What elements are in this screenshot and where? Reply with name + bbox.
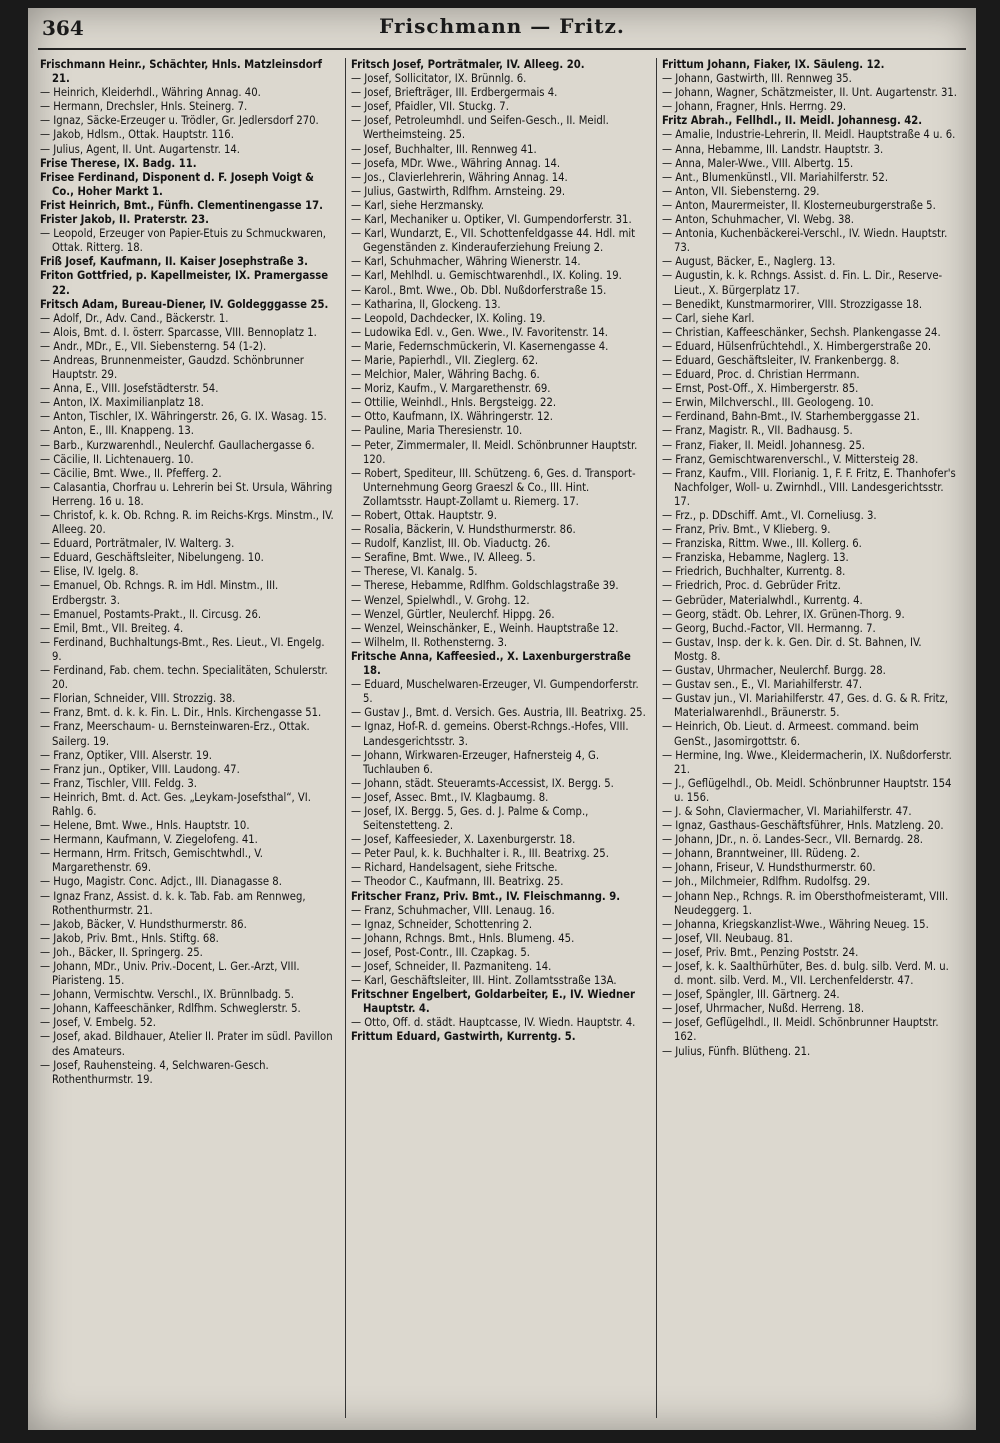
directory-entry: — Ignaz, Gasthaus-Geschäftsführer, Hnls. Matzleng. 20. (662, 819, 944, 833)
directory-entry: — Johann, Vermischtw. Verschl., IX. Brünnlbadg. 5. (40, 988, 294, 1002)
directory-entry: — Joh., Milchmeier, Rdlfhm. Rudolfsg. 29. (662, 875, 871, 889)
directory-entry: — J., Geflügelhdl., Ob. Meidl. Schönbrunner Hauptstr. 154 u. 156. (662, 776, 952, 804)
directory-entry: — Franz jun., Optiker, VIII. Laudong. 47. (40, 762, 240, 776)
directory-entry: — Anton, IX. Maximilianplatz 18. (40, 396, 204, 410)
directory-entry: — Hermann, Hrm. Fritsch, Gemischtwhdl., V. Margarethenstr. 69. (40, 847, 263, 875)
directory-entry: — Moriz, Kaufm., V. Margarethenstr. 69. (351, 382, 551, 396)
directory-entry: — Josef, Priv. Bmt., Penzing Poststr. 24. (662, 945, 859, 959)
directory-entry: — Peter, Zimmermaler, II. Meidl. Schönbrunner Hauptstr. 120. (351, 438, 638, 466)
directory-entry: — Friedrich, Proc. d. Gebrüder Fritz. (662, 579, 841, 593)
directory-entry: — Johann, JDr., n. ö. Landes-Secr., VII. Bernardg. 28. (662, 833, 923, 847)
directory-entry: — Wenzel, Weinschänker, E., Weinh. Hauptstraße 12. (351, 621, 619, 635)
directory-entry: — Franz, Meerschaum- u. Bernsteinwaren-Erz., Ottak. Sailerg. 19. (40, 720, 310, 748)
directory-entry: — Josef, akad. Bildhauer, Atelier II. Prater im südl. Pavillon des Amateurs. (40, 1030, 333, 1058)
directory-entry: — Anna, Maler-Wwe., VIII. Albertg. 15. (662, 156, 854, 170)
directory-entry: — Richard, Handelsagent, siehe Fritsche. (351, 861, 558, 875)
directory-entry-head: Frister Jakob, II. Praterstr. 23. (40, 213, 209, 227)
directory-entry: — Johann, städt. Steueramts-Accessist, IX. Bergg. 5. (351, 776, 614, 790)
directory-entry: — Franz, Priv. Bmt., V Klieberg. 9. (662, 523, 831, 537)
directory-entry: — Jakob, Bäcker, V. Hundsthurmerstr. 86. (40, 917, 247, 931)
directory-entry: — Augustin, k. k. Rchngs. Assist. d. Fin. L. Dir., Reserve-Lieut., X. Bürgerplatz 17. (662, 269, 943, 297)
directory-entry: — Otto, Kaufmann, IX. Währingerstr. 12. (351, 410, 553, 424)
directory-entry: — Therese, Hebamme, Rdlfhm. Goldschlagstraße 39. (351, 579, 619, 593)
directory-entry: — Anton, E., III. Knappeng. 13. (40, 424, 194, 438)
directory-entry: — Karl, Mehlhdl. u. Gemischtwarenhdl., IX. Koling. 19. (351, 269, 622, 283)
directory-entry: — Katharina, II, Glockeng. 13. (351, 297, 501, 311)
directory-entry: — Andreas, Brunnenmeister, Gaudzd. Schönbrunner Hauptstr. 29. (40, 353, 304, 382)
directory-entry: — Ignaz, Säcke-Erzeuger u. Trödler, Gr. Jedlersdorf 270. (40, 114, 319, 128)
directory-entry: — Johann, MDr., Univ. Priv.-Docent, L. Ger.-Arzt, VIII. Piaristeng. 15. (40, 960, 300, 988)
directory-entry: — Heinrich, Ob. Lieut. d. Armeest. command. beim GenSt., Jasomirgottstr. 6. (662, 720, 919, 748)
directory-entry: — Franziska, Rittm. Wwe., III. Kollerg. 6. (662, 537, 862, 551)
directory-entry: — Josef, Petroleumhdl. und Seifen-Gesch., II. Meidl. Wertheimsteing. 25. (351, 114, 609, 142)
directory-entry: — Julius, Agent, II. Unt. Augartenstr. 14. (40, 142, 240, 156)
directory-entry: — Anna, E., VIII. Josefstädterstr. 54. (40, 382, 219, 396)
directory-entry: — Johann, Friseur, V. Hundsthurmerstr. 60. (662, 861, 876, 875)
directory-entry: — Franz, Kaufm., VIII. Florianig. 1, F. F. Fritz, E. Thanhofer's Nachfolger, Woll- u. Zwirnhdl., VIII. Landesgerichtsstr. 17. (662, 466, 956, 508)
column-3 (662, 58, 958, 1423)
directory-entry: — Josef, Spängler, III. Gärtnerg. 24. (662, 988, 840, 1002)
directory-entry: — Hermann, Drechsler, Hnls. Steinerg. 7. (40, 100, 248, 114)
directory-entry: — Karol., Bmt. Wwe., Ob. Dbl. Nußdorferstraße 15. (351, 283, 607, 297)
directory-entry: — Josef, V. Embelg. 52. (40, 1016, 156, 1030)
directory-entry: — Josef, Schneider, II. Pazmaniteng. 14. (351, 960, 552, 973)
column-1 (40, 58, 336, 1423)
directory-entry: — August, Bäcker, E., Naglerg. 13. (662, 255, 836, 269)
directory-entry: — Gustav J., Bmt. d. Versich. Ges. Austria, III. Beatrixg. 25. (351, 706, 646, 720)
directory-entry: — Gustav sen., E., VI. Mariahilferstr. 47. (662, 678, 863, 692)
directory-entry: — Julius, Gastwirth, Rdlfhm. Arnsteing. 29. (351, 184, 566, 198)
directory-entry: — Rosalia, Bäckerin, V. Hundsthurmerstr. 86. (351, 523, 576, 537)
directory-entry-head: Fritschner Engelbert, Goldarbeiter, E., IV. Wiedner Hauptstr. 4. (351, 988, 635, 1016)
directory-entry: — Emil, Bmt., VII. Breiteg. 4. (40, 621, 184, 635)
directory-entry: — Marie, Federnschmückerin, VI. Kasernengasse 4. (351, 339, 609, 353)
directory-entry: — Rudolf, Kanzlist, III. Ob. Viaductg. 26. (351, 537, 551, 551)
directory-entry: — Benedikt, Kunstmarmorirer, VIII. Strozzigasse 18. (662, 297, 923, 311)
directory-entry: — Florian, Schneider, VIII. Strozzig. 38. (40, 692, 236, 706)
directory-entry: — Otto, Off. d. städt. Hauptcasse, IV. Wiedn. Hauptstr. 4. (351, 1016, 636, 1030)
directory-entry: — Serafine, Bmt. Wwe., IV. Alleeg. 5. (351, 551, 536, 565)
directory-entry: — Leopold, Erzeuger von Papier-Etuis zu Schmuckwaren, Ottak. Ritterg. 18. (40, 227, 326, 255)
directory-entry: — Johann Nep., Rchngs. R. im Obersthofmeisteramt, VIII. Neudeggerg. 1. (662, 889, 949, 917)
directory-entry: — Josef, Assec. Bmt., IV. Klagbaumg. 8. (351, 790, 549, 804)
directory-entry: — Anton, VII. Siebensterng. 29. (662, 184, 820, 198)
page-number: 364 (42, 16, 84, 40)
directory-entry: — Josef, Pfaidler, VII. Stuckg. 7. (351, 100, 509, 114)
directory-entry-head: Frittum Eduard, Gastwirth, Kurrentg. 5. (351, 1030, 576, 1044)
directory-entry: — Karl, Schuhmacher, Währing Wienerstr. 14. (351, 255, 581, 269)
directory-entry: — Josef, Geflügelhdl., II. Meidl. Schönbrunner Hauptstr. 162. (662, 1016, 939, 1044)
directory-entry-head: Fritsch Josef, Porträtmaler, IV. Alleeg. 20. (351, 58, 585, 71)
directory-entry: — Frz., p. DDschiff. Amt., VI. Corneliusg. 3. (662, 509, 877, 522)
directory-entry: — Josef, IX. Bergg. 5, Ges. d. J. Palme & Comp., Seitenstetteng. 2. (351, 804, 589, 833)
directory-entry: — Eduard, Proc. d. Christian Herrmann. (662, 368, 860, 382)
directory-entry: — Franz, Gemischtwarenverschl., V. Mittersteig 28. (662, 452, 919, 466)
directory-entry: — Josef, Post-Contr., III. Czapkag. 5. (351, 945, 530, 959)
directory-entry-head: Fritsche Anna, Kaffeesied., X. Laxenburgerstraße 18. (351, 649, 631, 678)
directory-entry: — Anton, Schuhmacher, VI. Webg. 38. (662, 213, 854, 227)
directory-entry: — Therese, VI. Kanalg. 5. (351, 565, 478, 579)
directory-entry: — Anton, Maurermeister, II. Klosterneuburgerstraße 5. (662, 198, 936, 212)
directory-entry: — Cäcilie, II. Lichtenauerg. 10. (40, 452, 194, 466)
directory-entry-head: Fritscher Franz, Priv. Bmt., IV. Fleischmanng. 9. (351, 889, 621, 903)
directory-entry: — Karl, Geschäftsleiter, III. Hint. Zollamtsstraße 13A. (351, 974, 617, 988)
directory-entry-head: Frise Therese, IX. Badg. 11. (40, 156, 197, 170)
directory-entry: — Theodor C., Kaufmann, III. Beatrixg. 25. (351, 875, 564, 889)
directory-entry: — Ferdinand, Bahn-Bmt., IV. Starhemberggasse 21. (662, 410, 920, 424)
directory-entry: — Hugo, Magistr. Conc. Adjct., III. Dianagasse 8. (40, 875, 282, 889)
directory-entry: — Ignaz, Schneider, Schottenring 2. (351, 917, 533, 931)
directory-entry: — Friedrich, Buchhalter, Kurrentg. 8. (662, 565, 846, 579)
directory-entry: — Josefa, MDr. Wwe., Währing Annag. 14. (351, 156, 561, 170)
directory-entry: — Josef, Briefträger, III. Erdbergermais 4. (351, 86, 558, 100)
directory-entry: — Johann, Wirkwaren-Erzeuger, Hafnersteig 4, G. Tuchlauben 6. (351, 748, 600, 776)
directory-entry: — Ernst, Post-Off., X. Himbergerstr. 85. (662, 382, 859, 396)
directory-entry: — Christian, Kaffeeschänker, Sechsh. Plankengasse 24. (662, 325, 941, 339)
directory-entry: — Johann, Fragner, Hnls. Herrng. 29. (662, 100, 847, 114)
directory-entry: — Cäcilie, Bmt. Wwe., II. Pfefferg. 2. (40, 466, 222, 480)
header-rule (38, 48, 966, 50)
directory-entry: — Peter Paul, k. k. Buchhalter i. R., III. Beatrixg. 25. (351, 847, 609, 861)
directory-entry: — Georg, städt. Ob. Lehrer, IX. Grünen-Thorg. 9. (662, 607, 905, 621)
directory-entry-head: Frischmann Heinr., Schächter, Hnls. Matzleinsdorf 21. (40, 58, 322, 86)
directory-entry: — Wenzel, Spielwhdl., V. Grohg. 12. (351, 593, 530, 607)
directory-entry-head: Fritsch Adam, Bureau-Diener, IV. Goldegggasse 25. (40, 297, 329, 311)
column-divider (656, 58, 657, 1418)
directory-entry: — Ignaz, Hof-R. d. gemeins. Oberst-Rchngs.-Hofes, VIII. Landesgerichtsstr. 3. (351, 720, 629, 748)
directory-entry: — Emanuel, Ob. Rchngs. R. im Hdl. Minstm., III. Erdbergstr. 3. (40, 579, 279, 607)
directory-entry: — Eduard, Geschäftsleiter, Nibelungeng. 10. (40, 551, 264, 565)
directory-entry: — Pauline, Maria Theresienstr. 10. (351, 424, 523, 438)
directory-entry: — Franz, Optiker, VIII. Alserstr. 19. (40, 748, 212, 762)
directory-entry: — Joh., Bäcker, II. Springerg. 25. (40, 945, 203, 959)
directory-entry-head: Frist Heinrich, Bmt., Fünfh. Clementinengasse 17. (40, 198, 323, 212)
directory-entry: — Josef, Buchhalter, III. Rennweg 41. (351, 142, 537, 156)
directory-entry: — Johann, Gastwirth, III. Rennweg 35. (662, 72, 852, 86)
directory-entry: — Ignaz Franz, Assist. d. k. k. Tab. Fab. am Rennweg, Rothenthurmstr. 21. (40, 889, 306, 917)
directory-entry: — Gustav, Insp. der k. k. Gen. Dir. d. St. Bahnen, IV. Mostg. 8. (662, 635, 922, 663)
directory-entry: — Ludowika Edl. v., Gen. Wwe., IV. Favoritenstr. 14. (351, 325, 608, 339)
directory-entry: — Ant., Blumenkünstl., VII. Mariahilferstr. 52. (662, 170, 889, 184)
directory-entry: — Franz, Bmt. d. k. k. Fin. L. Dir., Hnls. Kirchengasse 51. (40, 706, 322, 720)
running-head: Frischmann — Fritz. (379, 14, 625, 38)
directory-entry: — Elise, IV. Igelg. 8. (40, 565, 139, 579)
directory-entry: — Karl, siehe Herzmansky. (351, 198, 484, 212)
directory-entry: — Marie, Papierhdl., VII. Zieglerg. 62. (351, 353, 539, 367)
directory-entry: — Antonia, Kuchenbäckerei-Verschl., IV. Wiedn. Hauptstr. 73. (662, 227, 948, 255)
directory-entry: — Melchior, Maler, Währing Bachg. 6. (351, 368, 540, 382)
directory-entry: — Julius, Fünfh. Blütheng. 21. (662, 1044, 811, 1058)
directory-entry: — Johann, Branntweiner, III. Rüdeng. 2. (662, 847, 860, 861)
directory-entry: — Josef, k. k. Saalthürhüter, Bes. d. bulg. silb. Verd. M. u. d. mont. silb. Verd. M., VII. Lerchenfelderstr. 47. (662, 960, 949, 988)
directory-entry: — Eduard, Geschäftsleiter, IV. Frankenbergg. 8. (662, 353, 900, 367)
directory-entry: — Hermann, Kaufmann, V. Ziegelofeng. 41. (40, 833, 258, 847)
directory-entry: — Gustav, Uhrmacher, Neulerchf. Burgg. 28. (662, 664, 886, 678)
directory-entry: — Ottilie, Weinhdl., Hnls. Bergsteigg. 22. (351, 396, 557, 410)
directory-entry: — Christof, k. k. Ob. Rchng. R. im Reichs-Krgs. Minstm., IV. Alleeg. 20. (40, 509, 334, 537)
directory-entry: — Anna, Hebamme, III. Landstr. Hauptstr. 3. (662, 142, 884, 156)
directory-entry: — Josef, Rauhensteing. 4, Selchwaren-Gesch. Rothenthurmstr. 19. (40, 1058, 269, 1086)
directory-entry: — Calasantia, Chorfrau u. Lehrerin bei St. Ursula, Währing Herreng. 16 u. 18. (40, 480, 333, 508)
directory-entry: — Franziska, Hebamme, Naglerg. 13. (662, 551, 849, 565)
directory-entry: — Franz, Magistr. R., VII. Badhausg. 5. (662, 424, 853, 438)
column-divider (345, 58, 346, 1418)
directory-entry: — Johann, Wagner, Schätzmeister, II. Unt. Augartenstr. 31. (662, 86, 957, 100)
directory-entry: — Jakob, Hdlsm., Ottak. Hauptstr. 116. (40, 128, 234, 142)
directory-entry: — Helene, Bmt. Wwe., Hnls. Hauptstr. 10. (40, 819, 250, 833)
directory-entry: — Leopold, Dachdecker, IX. Koling. 19. (351, 311, 546, 325)
directory-entry: — Robert, Ottak. Hauptstr. 9. (351, 509, 497, 522)
directory-entry: — Franz, Schuhmacher, VIII. Lenaug. 16. (351, 903, 555, 917)
directory-entry: — Anton, Tischler, IX. Währingerstr. 26, G. IX. Wasag. 15. (40, 410, 327, 424)
directory-entry: — Johann, Kaffeeschänker, Rdlfhm. Schweglerstr. 5. (40, 1002, 301, 1016)
directory-entry-head: Friß Josef, Kaufmann, II. Kaiser Josephstraße 3. (40, 255, 308, 269)
directory-entry: — Alois, Bmt. d. I. österr. Sparcasse, VIII. Bennoplatz 1. (40, 325, 317, 339)
directory-entry: — Josef, Kaffeesieder, X. Laxenburgerstr. 18. (351, 833, 576, 847)
directory-entry: — Robert, Spediteur, III. Schützeng. 6, Ges. d. Transport-Unternehmung Georg Graeszl & Co., III. Hint. Zollamtsstr. Haupt-Zollamt u. Riemerg. 17. (351, 466, 636, 508)
directory-entry: — Gebrüder, Materialwhdl., Kurrentg. 4. (662, 593, 863, 607)
directory-entry: — Eduard, Muschelwaren-Erzeuger, VI. Gumpendorferstr. 5. (351, 678, 639, 706)
directory-entry: — Johann, Rchngs. Bmt., Hnls. Blumeng. 45. (351, 931, 575, 945)
directory-page (28, 8, 976, 1430)
directory-entry: — Wenzel, Gürtler, Neulerchf. Hippg. 26. (351, 607, 555, 621)
page-header (28, 8, 976, 48)
directory-entry: — Franz, Fiaker, II. Meidl. Johannesg. 25. (662, 438, 865, 452)
directory-entry: — Emanuel, Postamts-Prakt., II. Circusg. 26. (40, 607, 262, 621)
directory-entry: — Andr., MDr., E., VII. Siebensterng. 54 (1-2). (40, 339, 267, 353)
directory-entry: — Karl, Mechaniker u. Optiker, VI. Gumpendorferstr. 31. (351, 213, 632, 227)
directory-entry: — Eduard, Hülsenfrüchtehdl., X. Himbergerstraße 20. (662, 339, 932, 353)
directory-entry: — Jos., Clavierlehrerin, Währing Annag. 14. (351, 170, 568, 184)
directory-entry: — Barb., Kurzwarenhdl., Neulerchf. Gaullachergasse 6. (40, 438, 315, 452)
directory-entry: — Ferdinand, Buchhaltungs-Bmt., Res. Lieut., VI. Engelg. 9. (40, 635, 325, 663)
directory-entry: — Franz, Tischler, VIII. Feldg. 3. (40, 776, 197, 790)
directory-entry: — Hermine, Ing. Wwe., Kleidermacherin, IX. Nußdorferstr. 21. (662, 748, 952, 776)
directory-entry: — Jakob, Priv. Bmt., Hnls. Stiftg. 68. (40, 931, 219, 945)
directory-entry: — Josef, Uhrmacher, Nußd. Herreng. 18. (662, 1002, 865, 1016)
directory-entry: — Karl, Wundarzt, E., VII. Schottenfeldgasse 44. Hdl. mit Gegenständen z. Kinderauferziehung Freiung 2. (351, 227, 636, 255)
directory-entry-head: Frittum Johann, Fiaker, IX. Säuleng. 12. (662, 58, 885, 71)
directory-entry: — Adolf, Dr., Adv. Cand., Bäckerstr. 1. (40, 311, 229, 325)
directory-entry-head: Fritz Abrah., Fellhdl., II. Meidl. Johannesg. 42. (662, 114, 923, 128)
directory-entry: — Carl, siehe Karl. (662, 311, 755, 325)
directory-entry: — Gustav jun., VI. Mariahilferstr. 47, Ges. d. G. & R. Fritz, Materialwarenhdl., Bräunerstr. 5. (662, 692, 948, 720)
directory-entry: — J. & Sohn, Claviermacher, VI. Mariahilferstr. 47. (662, 804, 912, 818)
directory-entry: — Johanna, Kriegskanzlist-Wwe., Währing Neueg. 15. (662, 917, 929, 931)
directory-entry: — Wilhelm, II. Rothensterng. 3. (351, 635, 508, 649)
directory-entry: — Ferdinand, Fab. chem. techn. Specialitäten, Schulerstr. 20. (40, 664, 328, 692)
directory-entry: — Heinrich, Bmt. d. Act. Ges. „Leykam-Josefsthal“, VI. Rahlg. 6. (40, 790, 311, 818)
directory-entry-head: Friton Gottfried, p. Kapellmeister, IX. Pramergasse 22. (40, 269, 329, 297)
directory-entry-head: Frisee Ferdinand, Disponent d. F. Joseph Voigt & Co., Hoher Markt 1. (40, 170, 314, 198)
directory-entry: — Amalie, Industrie-Lehrerin, II. Meidl. Hauptstraße 4 u. 6. (662, 128, 956, 142)
directory-entry: — Georg, Buchd.-Factor, VII. Hermanng. 7. (662, 621, 876, 635)
directory-entry: — Heinrich, Kleiderhdl., Währing Annag. 40. (40, 86, 261, 100)
directory-entry: — Josef, Sollicitator, IX. Brünnlg. 6. (351, 72, 527, 86)
directory-entry: — Erwin, Milchverschl., III. Geologeng. 10. (662, 396, 874, 410)
directory-entry: — Eduard, Porträtmaler, IV. Walterg. 3. (40, 537, 235, 551)
column-2 (351, 58, 647, 1423)
directory-entry: — Josef, VII. Neubaug. 81. (662, 931, 793, 945)
